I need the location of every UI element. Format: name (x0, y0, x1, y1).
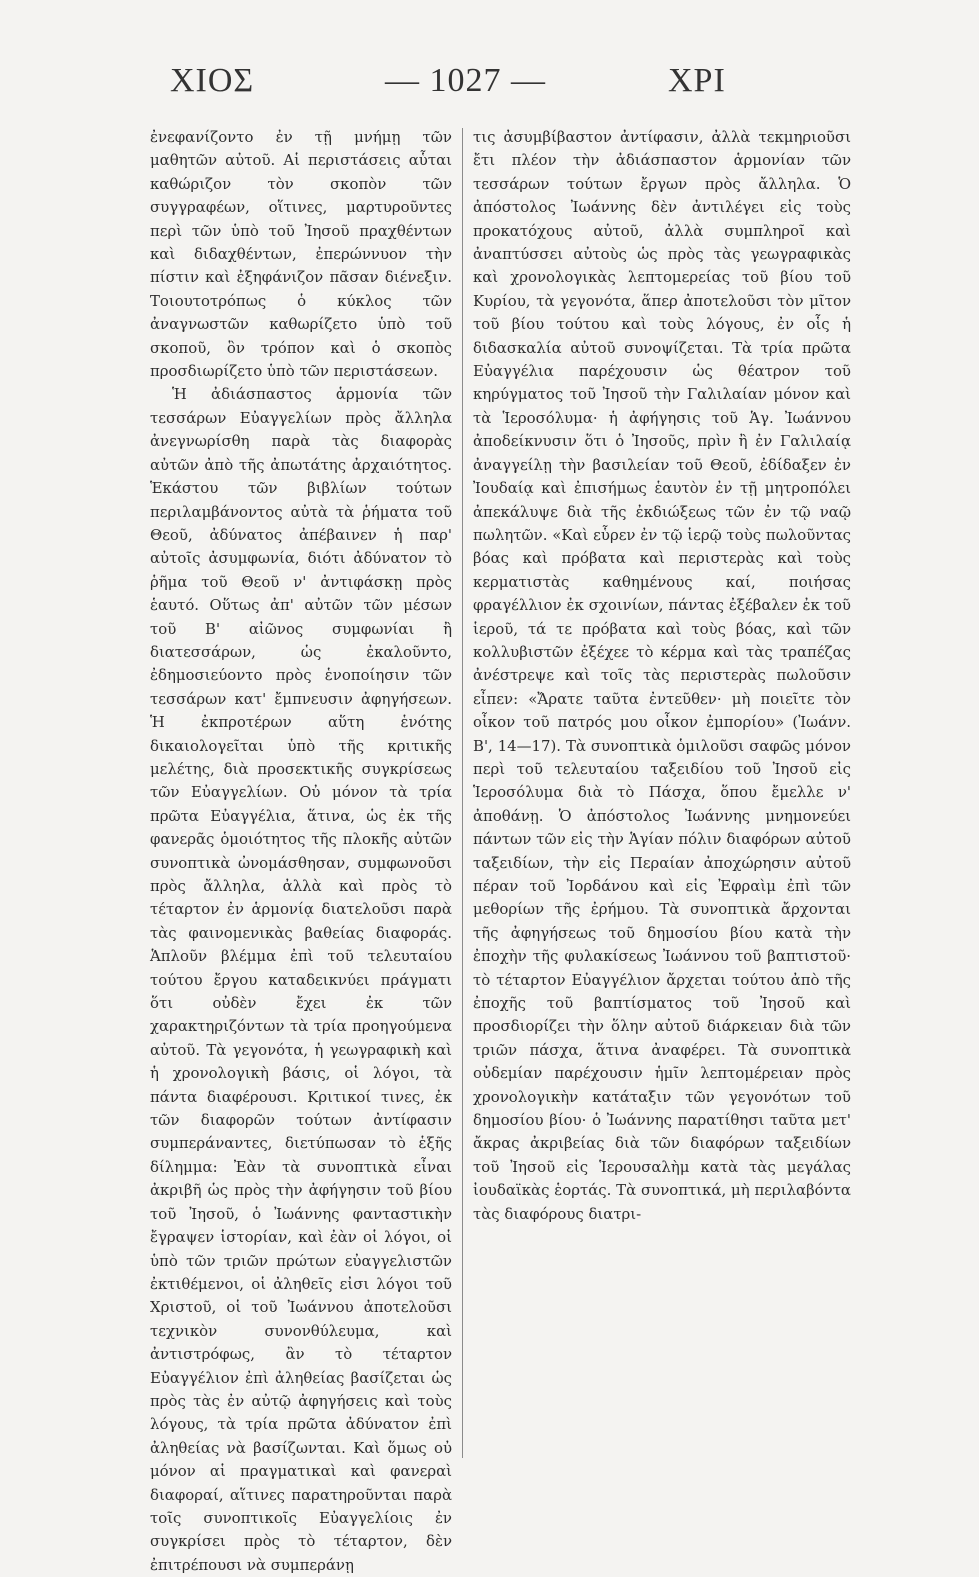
paragraph: ἐνεφανίζοντο ἐν τῇ μνήμῃ τῶν μαθητῶν αὐτοῦ. Αἱ περιστάσεις αὗται καθώριζον τὸν σκοπὸν τῶν συγγραφέων, οἵτινες, μαρτυροῦντες περὶ τῶν ὑπὸ τοῦ Ἰησοῦ πραχθέντων καὶ διδαχθέντων, ἐπερώννυον τὴν πίστιν καὶ ἐξηφάνιζον πᾶσαν διένεξιν. Τοιουτοτρόπως ὁ κύκλος τῶν ἀναγνωστῶν καθωρίζετο ὑπὸ τοῦ σκοποῦ, ὃν τρόπον καὶ ὁ σκοπὸς προσδιωρίζετο ὑπὸ τῶν περιστάσεων. (150, 128, 452, 381)
left-column (150, 126, 452, 1574)
right-column (473, 126, 851, 1461)
paragraph: Ἡ ἀδιάσπαστος ἁρμονία τῶν τεσσάρων Εὐαγγελίων πρὸς ἄλληλα ἀνεγνωρίσθη παρὰ τὰς διαφορὰς αὐτῶν ἀπὸ τῆς ἀπωτάτης ἀρχαιότητος. Ἑκάστου τῶν βιβλίων τούτων περιλαμβάνοντος αὐτὰ τὰ ῥήματα τοῦ Θεοῦ, ἀδύνατος ἀπέβαινεν ἡ παρ' αὐτοῖς ἀσυμφωνία, διότι ἀδύνατον τὸ ῥῆμα τοῦ Θεοῦ ν' ἀντιφάσκῃ πρὸς ἑαυτό. Οὕτως ἀπ' αὐτῶν τῶν μέσων τοῦ Β' αἰῶνος συμφωνίαι ἢ διατεσσάρων, ὡς ἐκαλοῦντο, ἐδημοσιεύοντο πρὸς ἑνοποίησιν τῶν τεσσάρων κατ' ἔμπνευσιν ἀφηγήσεων. Ἡ ἐκπροτέρων αὕτη ἑνότης δικαιολογεῖται ὑπὸ τῆς κριτικῆς μελέτης, διὰ προσεκτικῆς συγκρίσεως τῶν Εὐαγγελίων. Οὐ μόνον τὰ τρία πρῶτα Εὐαγγέλια, ἅτινα, ὡς ἐκ τῆς φανερᾶς ὁμοιότητος τῆς πλοκῆς αὐτῶν συνοπτικὰ ὠνομάσθησαν, συμφωνοῦσι πρὸς ἄλληλα, ἀλλὰ καὶ πρὸς τὸ τέταρτον ἐν ἁρμονίᾳ διατελοῦσι παρὰ τὰς φαινομενικὰς βαθείας διαφοράς. Ἁπλοῦν βλέμμα ἐπὶ τοῦ τελευταίου τούτου ἔργου καταδεικνύει πράγματι ὅτι οὐδὲν ἔχει ἐκ τῶν χαρακτηριζόντων τὰ τρία προηγούμενα αὐτοῦ. Τὰ γεγονότα, ἡ γεωγραφικὴ καὶ ἡ χρονολογικὴ βάσις, οἱ λόγοι, τὰ πάντα διαφέρουσι. Κριτικοί τινες, ἐκ τῶν διαφορῶν τούτων ἀντίφασιν συμπεράναντες, διετύπωσαν τὸ ἑξῆς δίλημμα: Ἐὰν τὰ συνοπτικὰ εἶναι ἀκριβῆ ὡς πρὸς τὴν ἀφήγησιν τοῦ βίου τοῦ Ἰησοῦ, ὁ Ἰωάννης φανταστικὴν ἔγραψεν ἱστορίαν, καὶ ἐὰν οἱ λόγοι, οἱ ὑπὸ τῶν τριῶν πρώτων εὐαγγελιστῶν ἐκτιθέμενοι, οἱ ἀληθεῖς εἰσι λόγοι τοῦ Χριστοῦ, οἱ τοῦ Ἰωάννου ἀποτελοῦσι τεχνικὸν συνονθύλευμα, καὶ ἀντιστρόφως, ἂν τὸ τέταρτον Εὐαγγέλιον ἐπὶ ἀληθείας βασίζεται ὡς πρὸς τὰς ἐν αὐτῷ ἀφηγήσεις καὶ τοὺς λόγους, τὰ τρία πρῶτα ἀδύνατον ἐπὶ ἀληθείας νὰ βασίζωνται. Καὶ ὅμως οὐ μόνον αἱ πραγματικαὶ καὶ φανεραὶ διαφοραί, αἵτινες παρατηροῦνται παρὰ τοῖς συνοπτικοῖς Εὐαγγελίοις ἐν συγκρίσει πρὸς τὸ τέταρτον, δὲν ἐπιτρέπουσι νὰ συμπεράνῃ (150, 385, 452, 1574)
column-divider (462, 128, 463, 1458)
page-header (0, 62, 979, 112)
page-number: — 1027 — (385, 62, 546, 99)
header-right-word: ΧΡΙ (668, 62, 726, 99)
paragraph: τις ἀσυμβίβαστον ἀντίφασιν, ἀλλὰ τεκμηριοῦσι ἔτι πλέον τὴν ἀδιάσπαστον ἁρμονίαν τῶν τεσσάρων τούτων ἔργων πρὸς ἄλληλα. Ὁ ἀπόστολος Ἰωάννης δὲν ἀντιλέγει εἰς τοὺς προκατόχους αὐτοῦ, ἀλλὰ συμπληροῖ καὶ ἀναπτύσσει αὐτοὺς ὡς πρὸς τὰς γεωγραφικὰς καὶ χρονολογικὰς λεπτομερείας τοῦ βίου τοῦ Κυρίου, τὰ γεγονότα, ἅπερ ἀποτελοῦσι τὸν μῖτον τοῦ βίου τούτου καὶ τοὺς λόγους, ἐν οἷς ἡ διδασκαλία αὐτοῦ συνοψίζεται. Τὰ τρία πρῶτα Εὐαγγέλια παρέχουσιν ὡς θέατρον τοῦ κηρύγματος τοῦ Ἰησοῦ τὴν Γαλιλαίαν μόνον καὶ τὰ Ἱεροσόλυμα· ἡ ἀφήγησις τοῦ Ἁγ. Ἰωάννου ἀποδείκνυσιν ὅτι ὁ Ἰησοῦς, πρὶν ἢ ἐν Γαλιλαίᾳ ἀναγγείλῃ τὴν βασιλείαν τοῦ Θεοῦ, ἐδίδαξεν ἐν Ἰουδαίᾳ καὶ ἐπισήμως ἑαυτὸν ἐν τῇ μητροπόλει ἀπεκάλυψε διὰ τῆς ἐκδιώξεως τῶν ἐν τῷ ναῷ πωλητῶν. «Καὶ εὗρεν ἐν τῷ ἱερῷ τοὺς πωλοῦντας βόας καὶ πρόβατα καὶ περιστερὰς καὶ τοὺς κερματιστὰς καθημένους καί, ποιήσας φραγέλλιον ἐκ σχοινίων, πάντας ἐξέβαλεν ἐκ τοῦ ἱεροῦ, τά τε πρόβατα καὶ τοὺς βόας, καὶ τῶν κολλυβιστῶν ἐξέχεε τὸ κέρμα καὶ τὰς τραπέζας ἀνέστρεψε καὶ τοῖς τὰς περιστερὰς πωλοῦσιν εἶπεν: «Ἄρατε ταῦτα ἐντεῦθεν· μὴ ποιεῖτε τὸν οἶκον τοῦ πατρός μου οἶκον ἐμπορίου» (Ἰωάνν. Β', 14—17). Τὰ συνοπτικὰ ὁμιλοῦσι σαφῶς μόνον περὶ τοῦ τελευταίου ταξειδίου τοῦ Ἰησοῦ εἰς Ἱεροσόλυμα διὰ τὸ Πάσχα, ὅπου ἔμελλε ν' ἀποθάνῃ. Ὁ ἀπόστολος Ἰωάννης μνημονεύει πάντων τῶν εἰς τὴν Ἁγίαν πόλιν διαφόρων αὐτοῦ ταξειδίων, τὴν εἰς Περαίαν ἀποχώρησιν αὐτοῦ πέραν τοῦ Ἰορδάνου καὶ εἰς Ἐφραὶμ ἐπὶ τῶν μεθορίων τῆς ἐρήμου. Τὰ συνοπτικὰ ἄρχονται τῆς ἀφηγήσεως τοῦ δημοσίου βίου κατὰ τὴν ἐποχὴν τῆς φυλακίσεως Ἰωάννου τοῦ βαπτιστοῦ· τὸ τέταρτον Εὐαγγέλιον ἄρχεται τούτου ἀπὸ τῆς ἐποχῆς τοῦ βαπτίσματος τοῦ Ἰησοῦ καὶ προσδιορίζει τὴν ὅλην αὐτοῦ διάρκειαν διὰ τῶν τριῶν πάσχα, ἅτινα ἀναφέρει. Τὰ συνοπτικὰ οὐδεμίαν παρέχουσιν ἡμῖν λεπτομέρειαν πρὸς χρονολογικὴν κατάταξιν τῶν γεγονότων τοῦ δημοσίου βίου· ὁ Ἰωάννης παρατίθησι ταῦτα μετ' ἄκρας ἀκριβείας διὰ τῶν διαφόρων ταξειδίων τοῦ Ἰησοῦ εἰς Ἱερουσαλὴμ κατὰ τὰς μεγάλας ἰουδαϊκὰς ἑορτάς. Τὰ συνοπτικά, μὴ περιλαβόντα τὰς διαφόρους διατρι- (473, 128, 851, 1223)
header-left-word: ΧΙΟΣ (170, 62, 255, 99)
